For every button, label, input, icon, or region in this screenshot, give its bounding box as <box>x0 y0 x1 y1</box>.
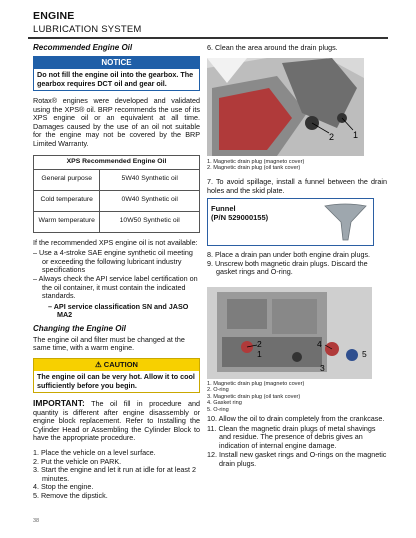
engine-drain-figure-2 <box>207 287 372 379</box>
list-item: 4. Stop the engine. <box>33 482 94 492</box>
table-cell: 10W50 Synthetic oil <box>100 211 200 232</box>
step-10: 10. Allow the oil to drain completely from the crankcase. <box>207 414 385 423</box>
list-item: 2. Put the vehicle on PARK. <box>33 456 122 466</box>
steps-10-12 <box>207 415 387 469</box>
step-8: 8. Place a drain pan under both engine drain plugs. <box>207 250 371 259</box>
notice-text: Do not fill the engine oil into the gearbox. The gearbox requires DCT oil and gear oil. <box>37 70 194 88</box>
step-11: 11. Clean the magnetic drain plugs of metal shavings and residue. The presence of debris gives an indication of internal engine damage. <box>207 423 376 450</box>
callout-label: 4 <box>317 339 322 349</box>
left-column <box>33 44 200 501</box>
engine-drain-figure-1 <box>207 58 364 156</box>
list-item: – Use a 4-stroke SAE engine synthetic oil meeting or exceeding the following lubricant industry specifications <box>33 248 193 275</box>
subsection-title: LUBRICATION SYSTEM <box>33 24 142 35</box>
callout-label: 2 <box>329 132 335 142</box>
step-7: 7. To avoid spillage, install a funnel between the drain holes and the skid plate. <box>207 177 387 195</box>
caution-title: ⚠ CAUTION <box>34 359 199 372</box>
oil-paragraph: Rotax® engines were developed and validated using the XPS® oil. BRP recommends the use of its XPS engine oil or an equivalent at all time. Damages caused by the use of an oil not suitable for the engine may not be covered by the BRP Limited Warranty. <box>33 96 200 148</box>
list-item: 5. Remove the dipstick. <box>33 491 108 501</box>
important-label: IMPORTANT: <box>33 398 85 409</box>
changing-paragraph: The engine oil and filter must be changed at the same time, with a warm engine. <box>33 334 185 353</box>
caption-line: 1. Magnetic drain plug (magneto cover) <box>207 159 305 165</box>
bullet-text: API service classification SN and JASO MA2 <box>53 301 189 320</box>
figure-1-caption <box>207 159 387 172</box>
page-number: 38 <box>33 518 40 524</box>
callout-label: 5 <box>362 349 367 359</box>
heading-recommended-oil: Recommended Engine Oil <box>33 43 133 52</box>
steps-8-9 <box>207 251 387 277</box>
heading-changing-oil: Changing the Engine Oil <box>33 323 126 333</box>
table-cell: 0W40 Synthetic oil <box>100 190 200 211</box>
funnel-label <box>211 204 268 222</box>
notice-title: NOTICE <box>34 57 199 70</box>
callout-label: 1 <box>257 349 262 359</box>
figure-2-caption <box>207 381 387 413</box>
list-item: – API service classification SN and JASO MA2 <box>48 301 189 320</box>
funnel-part-number: (P/N 529000155) <box>211 213 269 222</box>
list-item: 3. Start the engine and let it run at idle for at least 2 minutes. <box>33 465 197 483</box>
table-cell: Warm temperature <box>34 211 100 232</box>
availability-paragraph: If the recommended XPS engine oil is not available: <box>33 237 198 247</box>
callout-label: 3 <box>320 363 325 373</box>
oil-table <box>33 155 200 233</box>
caption-line: 1. Magnetic drain plug (magneto cover) <box>207 381 305 387</box>
funnel-box <box>207 198 374 246</box>
caption-line: 4. Gasket ring <box>207 400 242 407</box>
funnel-title: Funnel <box>211 204 236 213</box>
engine-illustration <box>207 287 372 379</box>
table-cell: General purpose <box>34 169 100 190</box>
table-cell: Cold temperature <box>34 190 100 211</box>
right-column <box>207 44 387 53</box>
engine-illustration <box>207 58 364 156</box>
step-12: 12. Install new gasket rings and O-rings on the magnetic drain plugs. <box>207 450 387 468</box>
section-title: ENGINE <box>33 10 75 22</box>
caution-text: The engine oil can be very hot. Allow it to cool sufficiently before you begin. <box>37 372 195 390</box>
callout-label: 2 <box>257 339 262 349</box>
steps-list <box>33 449 200 501</box>
caption-line: 2. O-ring <box>207 387 229 394</box>
caution-box <box>33 358 200 393</box>
caption-line: 3. Magnetic drain plug (oil tank cover) <box>207 393 301 400</box>
step-6: 6. Clean the area around the drain plugs. <box>207 43 338 52</box>
list-item: 1. Place the vehicle on a level surface. <box>33 448 156 458</box>
callout-label: 1 <box>353 130 359 140</box>
step-9: 9. Unscrew both magnetic drain plugs. Discard the gasket rings and O-ring. <box>207 258 368 277</box>
table-title: XPS Recommended Engine Oil <box>34 155 200 169</box>
bullet-text: Always check the API service label certification on the oil container, it must contain the indicated standards. <box>38 273 198 301</box>
bullet-text: Use a 4-stroke SAE engine synthetic oil meeting or exceeding the following lubricant industry specifications <box>39 248 193 275</box>
caption-line: 2. Magnetic drain plug (oil tank cover) <box>207 165 301 172</box>
important-paragraph <box>33 399 200 443</box>
notice-box <box>33 56 200 91</box>
table-cell: 5W40 Synthetic oil <box>100 169 200 190</box>
list-item: – Always check the API service label certification on the oil container, it must contain the indicated standards. <box>33 273 198 301</box>
important-text: The oil fill in procedure and quantity is different after engine disassembly or engine block replacement. Refer to Installing the Cylinder Head or Assembling the Cylinder Block to have the appropriate procedure. <box>33 399 200 443</box>
header-rule <box>28 37 388 39</box>
funnel-icon <box>323 202 368 242</box>
caption-line: 5. O-ring <box>207 406 229 413</box>
